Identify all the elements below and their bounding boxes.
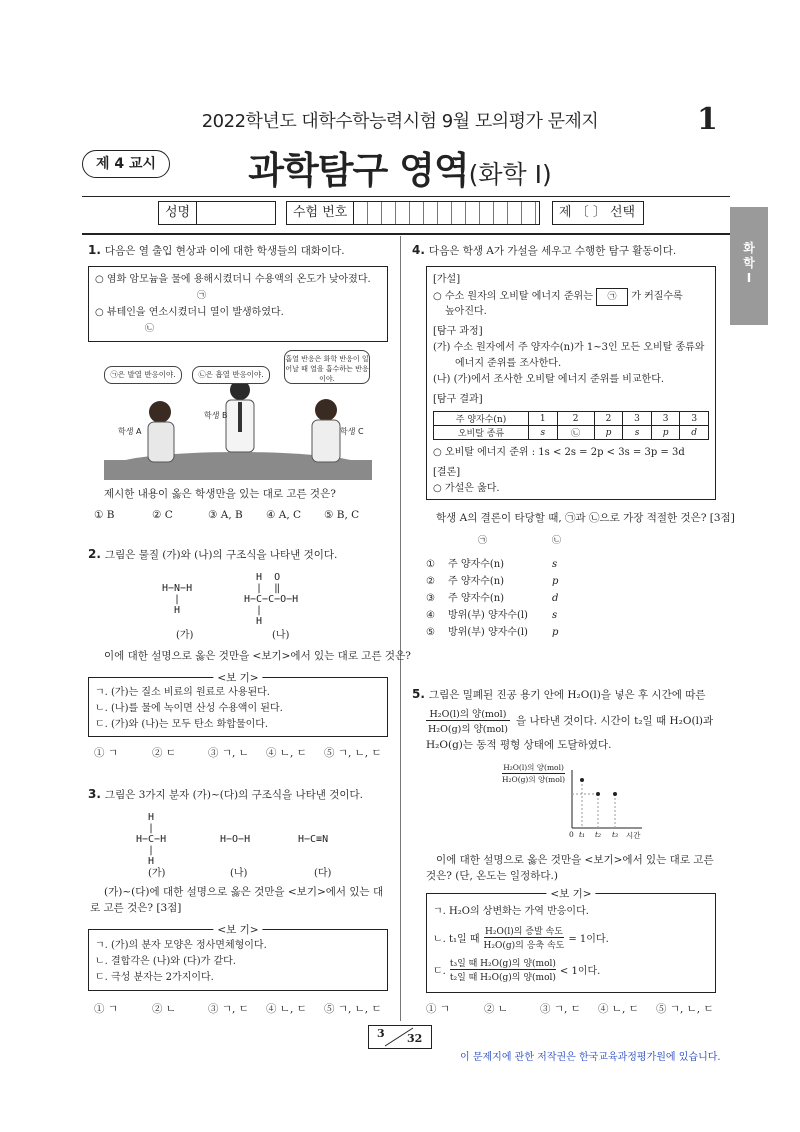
question-1-info-box	[88, 266, 388, 342]
page-total: 32	[407, 1032, 423, 1045]
subject-title	[0, 140, 800, 194]
bubble-b: ㉡은 흡열 반응이야.	[192, 366, 270, 384]
energy-order-line: ○ 오비탈 에너지 준위 : 1s < 2s = 2p < 3s = 3p = 3d	[433, 447, 685, 458]
copyright-notice: 이 문제지에 관한 저작권은 한국교육과정평가원에 있습니다.	[460, 1052, 721, 1063]
question-5-stem-cont: 을 나타낸 것이다. 시간이 t₂일 때 H₂O(l)과	[516, 715, 714, 727]
choice-4[interactable]: ④ A, C	[266, 509, 302, 521]
x-axis-label: 시간	[626, 831, 641, 840]
choice-2[interactable]: ② C	[152, 509, 173, 521]
choice-2[interactable]: ② ㄴ	[484, 1003, 508, 1015]
choice-1[interactable]: ① ㄱ	[426, 1003, 450, 1015]
stem-text: 그림은 밀폐된 진공 용기 안에 H₂O(l)을 넣은 후 시간에 따른	[428, 689, 706, 701]
answer-a: 방위(부) 양자수(l)	[448, 610, 528, 621]
choice-5[interactable]: ⑤ ㄱ, ㄴ, ㄷ	[324, 747, 382, 759]
table-row	[434, 412, 709, 426]
table-cell: 3	[680, 412, 709, 426]
question-3-choices	[94, 1001, 382, 1016]
bogi-title: <보 기>	[546, 886, 595, 901]
x-tick: t₁	[579, 830, 586, 839]
bogi-title: <보 기>	[213, 922, 262, 937]
bogi-prefix: ㄴ. t₁일 때	[433, 934, 480, 945]
structure-b: H−O−H	[220, 834, 251, 845]
hypothesis-line-2: 높아진다.	[445, 306, 487, 317]
info-line-1: ○ 염화 암모늄을 물에 용해시켰더니 수용액의 온도가 낮아졌다.	[95, 274, 371, 285]
question-5-prompt-cont: 것은? (단, 온도는 일정하다.)	[426, 870, 558, 882]
table-cell: ㉡	[557, 426, 594, 440]
exam-title: 2022학년도 대학수학능력시험 9월 모의평가 문제지	[201, 111, 599, 132]
procedure-step-2: (나) (가)에서 조사한 오비탈 에너지 준위를 비교한다.	[433, 374, 665, 385]
fraction-denominator: t₂일 때 H₂O(g)의 양(mol)	[449, 973, 556, 983]
procedure-step-1b: 에너지 준위를 조사한다.	[455, 358, 562, 369]
hypothesis-text: ○ 수소 원자의 오비탈 에너지 준위는	[433, 291, 593, 302]
bogi-item: ㄱ. (가)의 분자 모양은 정사면체형이다.	[95, 940, 267, 951]
page-number: 1	[697, 102, 718, 137]
choice-2[interactable]: ② ㄴ	[152, 1003, 176, 1015]
question-number: 3.	[88, 787, 101, 801]
exam-number-cells	[354, 202, 539, 224]
structure-c: H−C≡N	[298, 834, 329, 845]
title-rule	[82, 196, 730, 197]
fraction-numerator: H₂O(l)의 증발 속도	[484, 924, 565, 938]
table-cell: d	[680, 426, 709, 440]
table-cell: s	[529, 426, 558, 440]
question-3-stem	[88, 786, 388, 803]
bogi-item	[433, 956, 600, 983]
bogi-item: ㄴ. (나)를 물에 녹이면 산성 수용액이 된다.	[95, 703, 283, 714]
question-2-prompt: 이에 대한 설명으로 옳은 것만을 <보기>에서 있는 대로 고른 것은?	[104, 650, 411, 662]
stem-text: 그림은 물질 (가)와 (나)의 구조식을 나타낸 것이다.	[104, 549, 338, 561]
info-line-2: ○ 뷰테인을 연소시켰더니 열이 발생하였다.	[95, 307, 284, 318]
equilibrium-graph	[502, 762, 652, 842]
name-label: 성명	[159, 202, 197, 224]
structure-b-label: (나)	[230, 868, 248, 879]
bogi-suffix: < 1이다.	[559, 966, 601, 977]
structure-a-label: (가)	[148, 868, 166, 879]
table-cell: p	[594, 426, 623, 440]
choice-1[interactable]: ① ㄱ	[94, 1003, 118, 1015]
table-cell: 오비탈 종류	[434, 426, 529, 440]
answer-row[interactable]	[426, 590, 626, 607]
period-badge: 제 4 교시	[82, 150, 170, 178]
subject-choice-field[interactable]	[552, 201, 644, 225]
side-tab-char: 화	[743, 241, 755, 255]
question-number: 5.	[412, 687, 425, 701]
answer-b: p	[552, 576, 559, 587]
bogi-item	[433, 924, 609, 951]
question-4-answer-table	[426, 556, 626, 641]
question-5-stem-cont2: H₂O(g)는 동적 평형 상태에 도달하였다.	[426, 739, 612, 751]
exam-number-field[interactable]	[286, 201, 540, 225]
hypothesis-text-cont: 가 커질수록	[631, 291, 683, 302]
subject-sub: (화학 I)	[468, 160, 552, 189]
x-tick: t₂	[595, 830, 602, 839]
structure-b: H O | ‖ H−C−C−O−H | H	[244, 572, 299, 627]
choice-5[interactable]: ⑤ ㄱ, ㄴ, ㄷ	[324, 1003, 382, 1015]
answer-b: d	[552, 593, 559, 604]
answer-a: 방위(부) 양자수(l)	[448, 627, 528, 638]
student-a-label: 학생 A	[118, 427, 142, 436]
choice-3[interactable]: ③ A, B	[208, 509, 243, 521]
question-1-choices	[94, 509, 359, 521]
subject-choice-label: 제 〔 〕 선택	[559, 205, 636, 220]
question-2-choices	[94, 745, 382, 760]
choice-2[interactable]: ② ㄷ	[152, 747, 176, 759]
answer-number: ①	[426, 559, 435, 570]
bogi-item: ㄴ. 결합각은 (나)와 (다)가 같다.	[95, 956, 236, 967]
choice-3[interactable]: ③ ㄱ, ㄴ	[208, 747, 249, 759]
table-cell: 주 양자수(n)	[434, 412, 529, 426]
orbital-table	[433, 411, 709, 440]
choice-4[interactable]: ④ ㄴ, ㄷ	[266, 747, 307, 759]
table-cell: p	[651, 426, 680, 440]
subject-main: 과학탐구 영역	[248, 149, 469, 192]
choice-4[interactable]: ④ ㄴ, ㄷ	[266, 1003, 307, 1015]
column-divider	[400, 236, 401, 1021]
answer-number: ⑤	[426, 627, 435, 638]
question-4-prompt: 학생 A의 결론이 타당할 때, ㉠과 ㉡으로 가장 적절한 것은? [3점]	[436, 512, 735, 524]
structure-c-label: (다)	[314, 868, 332, 879]
stem-text: 그림은 3가지 분자 (가)~(다)의 구조식을 나타낸 것이다.	[104, 789, 364, 801]
question-number: 1.	[88, 243, 101, 257]
procedure-step-1: (가) 수소 원자에서 주 양자수(n)가 1~3인 모든 오비탈 종류와	[433, 342, 705, 353]
x-tick: 0	[569, 830, 574, 839]
stem-fraction	[426, 706, 510, 735]
question-3-prompt: (가)~(다)에 대한 설명으로 옳은 것만을 <보기>에서 있는 대로 고른 것은? [3점]	[90, 886, 384, 914]
stem-text: 다음은 학생 A가 가설을 세우고 수행한 탐구 활동이다.	[428, 245, 677, 257]
answer-row[interactable]	[426, 624, 626, 641]
table-cell: 2	[594, 412, 623, 426]
conclusion-heading: [결론]	[433, 467, 461, 478]
choice-3[interactable]: ③ ㄱ, ㄷ	[208, 1003, 249, 1015]
choice-1[interactable]: ① ㄱ	[94, 747, 118, 759]
answer-row[interactable]	[426, 573, 626, 590]
fraction-denominator: H₂O(g)의 양(mol)	[428, 724, 508, 735]
choice-5[interactable]: ⑤ B, C	[324, 509, 360, 521]
choice-1[interactable]: ① B	[94, 509, 115, 521]
question-number: 2.	[88, 547, 101, 561]
subject-side-tab	[730, 207, 768, 325]
question-5-bogi	[426, 888, 716, 993]
question-5-choices	[426, 1001, 714, 1016]
x-tick: t₃	[612, 830, 619, 839]
question-1-prompt: 제시한 내용이 옳은 학생만을 있는 대로 고른 것은?	[104, 488, 336, 500]
bogi-fraction	[484, 924, 565, 951]
fraction-numerator: t₃일 때 H₂O(g)의 양(mol)	[450, 956, 556, 970]
table-cell: 2	[557, 412, 594, 426]
fraction-denominator: H₂O(g)의 응축 속도	[483, 941, 565, 951]
question-5-stem	[412, 686, 722, 703]
bogi-title: <보 기>	[213, 670, 262, 685]
marker-1: ㉠	[197, 291, 207, 301]
choice-3[interactable]: ③ ㄱ, ㄷ	[540, 1003, 581, 1015]
table-row	[434, 426, 709, 440]
question-4-stem	[412, 242, 722, 259]
choice-4[interactable]: ④ ㄴ, ㄷ	[598, 1003, 639, 1015]
answer-b: s	[552, 559, 558, 570]
structure-a: H | H−C−H | H	[136, 812, 167, 867]
question-5-prompt: 이에 대한 설명으로 옳은 것만을 <보기>에서 있는 대로 고른	[436, 854, 714, 866]
side-tab-char: I	[746, 271, 752, 285]
bogi-fraction	[450, 956, 556, 983]
answer-b: s	[552, 610, 558, 621]
question-number: 4.	[412, 243, 425, 257]
answer-a: 주 양자수(n)	[448, 559, 505, 570]
question-3-bogi	[88, 924, 388, 991]
table-cell: 1	[529, 412, 558, 426]
choice-5[interactable]: ⑤ ㄱ, ㄴ, ㄷ	[656, 1003, 714, 1015]
name-field[interactable]	[158, 201, 276, 225]
bogi-prefix: ㄷ.	[433, 966, 446, 977]
side-tab-char: 학	[743, 256, 755, 270]
answer-header-1: ㉠	[478, 536, 488, 546]
answer-row[interactable]	[426, 556, 626, 573]
stem-text: 다음은 열 출입 현상과 이에 대한 학생들의 대화이다.	[104, 245, 345, 257]
procedure-heading: [탐구 과정]	[433, 326, 483, 337]
students-illustration	[104, 350, 372, 480]
answer-number: ②	[426, 576, 435, 587]
answer-number: ③	[426, 593, 435, 604]
student-c-label: 학생 C	[340, 427, 364, 436]
footer-page-number	[368, 1025, 432, 1049]
exam-number-label: 수험 번호	[287, 202, 354, 224]
bogi-item: ㄷ. (가)와 (나)는 모두 탄소 화합물이다.	[95, 719, 269, 730]
question-2-bogi	[88, 672, 388, 737]
table-cell: 3	[623, 412, 652, 426]
bogi-item: ㄱ. H₂O의 상변화는 가역 반응이다.	[433, 906, 589, 917]
answer-header-2: ㉡	[552, 536, 562, 546]
bubble-a: ㉠은 발열 반응이야.	[104, 366, 182, 384]
bogi-item: ㄷ. 극성 분자는 2가지이다.	[95, 972, 214, 983]
answer-row[interactable]	[426, 607, 626, 624]
hypothesis-blank: ㉠	[596, 288, 628, 306]
page-current: 3	[377, 1027, 385, 1040]
answer-a: 주 양자수(n)	[448, 576, 505, 587]
marker-2: ㉡	[145, 324, 155, 334]
conclusion-line: ○ 가설은 옳다.	[433, 483, 500, 494]
structure-b-label: (나)	[272, 630, 290, 641]
bubble-c: 흡열 반응은 화학 반응이 일어날 때 열을 흡수하는 반응이야.	[284, 350, 370, 384]
answer-b: p	[552, 627, 559, 638]
table-cell: s	[623, 426, 652, 440]
result-heading: [탐구 결과]	[433, 394, 483, 405]
structure-a: H−N−H | H	[162, 583, 193, 616]
table-cell: 3	[651, 412, 680, 426]
ylabel-denominator: H₂O(g)의 양(mol)	[502, 775, 566, 784]
hypothesis-heading: [가설]	[433, 274, 461, 285]
question-4-inquiry-box	[426, 266, 716, 500]
question-2-stem	[88, 546, 388, 563]
question-1-stem	[88, 242, 388, 259]
answer-number: ④	[426, 610, 435, 621]
student-b-label: 학생 B	[204, 411, 228, 420]
ylabel-numerator: H₂O(l)의 양(mol)	[503, 763, 564, 772]
bogi-item: ㄱ. (가)는 질소 비료의 원료로 사용된다.	[95, 687, 270, 698]
fraction-numerator: H₂O(l)의 양(mol)	[426, 706, 510, 721]
structure-a-label: (가)	[176, 630, 194, 641]
bogi-suffix: = 1이다.	[568, 934, 609, 945]
main-rule	[82, 233, 730, 235]
answer-a: 주 양자수(n)	[448, 593, 505, 604]
